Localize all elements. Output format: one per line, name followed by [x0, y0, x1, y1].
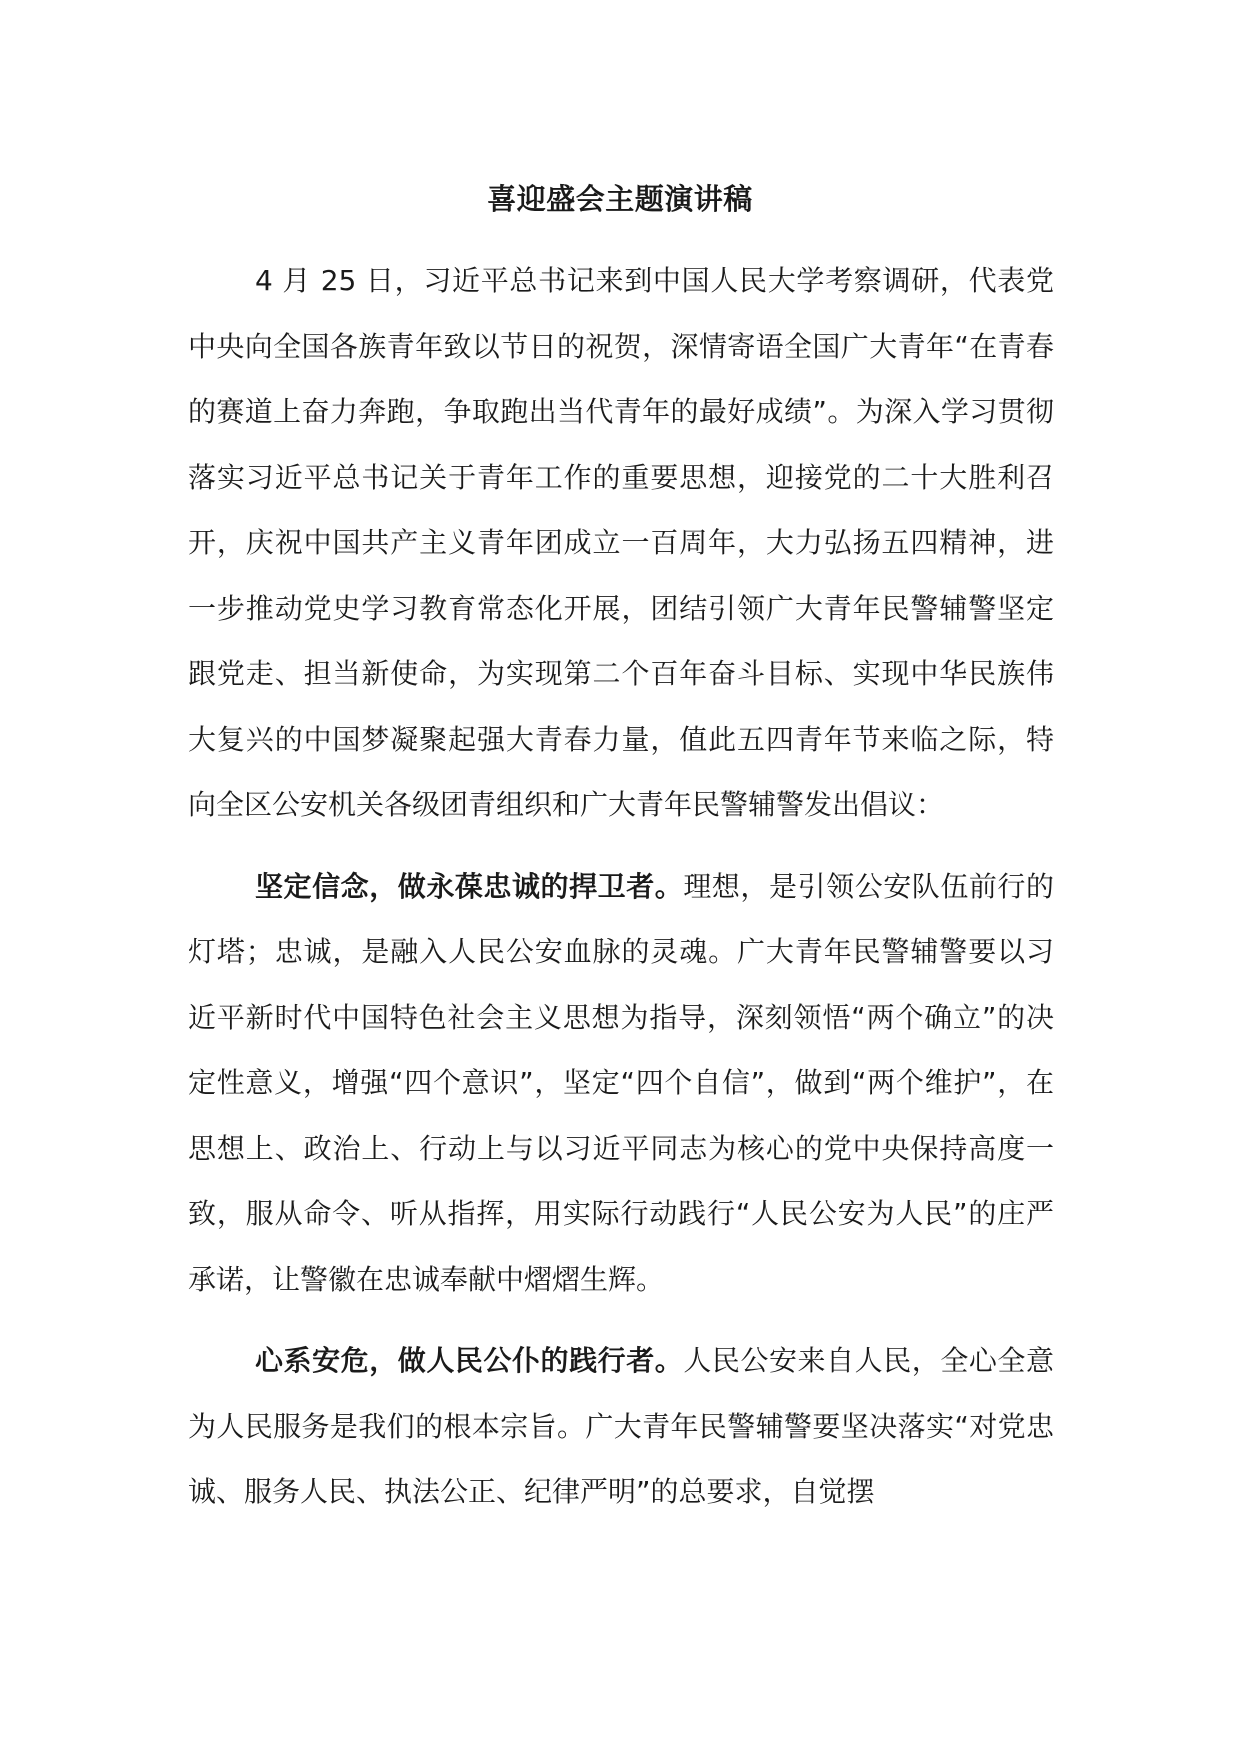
paragraph-lead: 心系安危，做人民公仆的践行者。 [255, 1344, 684, 1377]
document-body [188, 248, 1054, 1525]
paragraph-lead: 坚定信念，做永葆忠诚的捍卫者。 [255, 869, 684, 903]
document-title: 喜迎盛会主题演讲稿 [487, 182, 753, 216]
paragraph-text: 人民公安来自人民，全心全意为人民服务是我们的根本宗旨。广大青年民警辅警要坚决落实“对党忠诚、服务人民、执法公正、纪律严明”的总要求，自觉摆 [188, 1344, 1054, 1508]
paragraph-service [188, 1328, 1054, 1525]
paragraph-text: 理想，是引领公安队伍前行的灯塔；忠诚，是融入人民公安血脉的灵魂。广大青年民警辅警要以习近平新时代中国特色社会主义思想为指导，深刻领悟“两个确立”的决定性意义，增强“四个意识”，坚定“四个自信”，做到“两个维护”，在思想上、政治上、行动上与以习近平同志为核心的党中央保持高度一致，服从命令、听从指挥，用实际行动践行“人民公安为人民”的庄严承诺，让警徽在忠诚奉献中熠熠生辉。 [188, 869, 1054, 1296]
paragraph-intro [188, 248, 1054, 838]
paragraph-loyalty [188, 854, 1054, 1313]
paragraph-text: 4 月 25 日，习近平总书记来到中国人民大学考察调研，代表党中央向全国各族青年致以节日的祝贺，深情寄语全国广大青年“在青春的赛道上奋力奔跑，争取跑出当代青年的最好成绩”。为深入学习贯彻落实习近平总书记关于青年工作的重要思想，迎接党的二十大胜利召开，庆祝中国共产主义青年团成立一百周年，大力弘扬五四精神，进一步推动党史学习教育常态化开展，团结引领广大青年民警辅警坚定跟党走、担当新使命，为实现第二个百年奋斗目标、实现中华民族伟大复兴的中国梦凝聚起强大青春力量，值此五四青年节来临之际，特向全区公安机关各级团青组织和广大青年民警辅警发出倡议： [188, 264, 1054, 821]
